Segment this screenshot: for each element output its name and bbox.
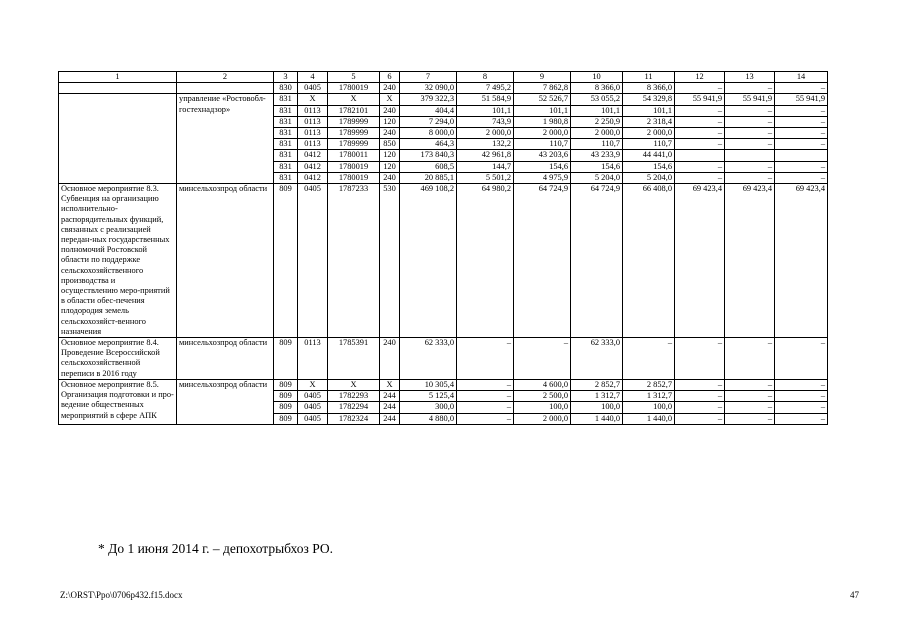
table-cell: [725, 150, 775, 161]
table-cell: –: [725, 116, 775, 127]
table-cell: 1780019: [328, 161, 380, 172]
table-cell: 2 250,9: [571, 116, 623, 127]
table-cell: 110,7: [623, 139, 675, 150]
table-cell: 64 724,9: [514, 184, 571, 338]
table-cell: 54 329,8: [623, 94, 675, 105]
table-cell: –: [457, 338, 514, 380]
table-cell: 2 000,0: [571, 128, 623, 139]
table-cell: Х: [328, 94, 380, 105]
table-cell: 5 204,0: [571, 172, 623, 183]
table-cell: 0412: [298, 150, 328, 161]
table-cell: 62 333,0: [400, 338, 457, 380]
executor-cell: управление «Ростовобл-гостехнадзор»: [177, 94, 274, 184]
table-cell: –: [725, 105, 775, 116]
table-cell: –: [775, 161, 828, 172]
table-cell: 43 233,9: [571, 150, 623, 161]
table-cell: 69 423,4: [675, 184, 725, 338]
table-cell: 154,6: [514, 161, 571, 172]
table-cell: –: [775, 338, 828, 380]
table-cell: 2 852,7: [571, 379, 623, 390]
table-cell: 20 885,1: [400, 172, 457, 183]
executor-cell: [177, 83, 274, 94]
table-cell: 120: [380, 161, 400, 172]
table-cell: 51 584,9: [457, 94, 514, 105]
table-cell: 831: [274, 161, 298, 172]
table-cell: 55 941,9: [775, 94, 828, 105]
table-cell: –: [675, 413, 725, 424]
table-cell: 0412: [298, 161, 328, 172]
table-cell: 2 000,0: [514, 128, 571, 139]
table-cell: 300,0: [400, 402, 457, 413]
column-header: 4: [298, 72, 328, 83]
table-cell: 69 423,4: [725, 184, 775, 338]
table-cell: 0113: [298, 105, 328, 116]
table-cell: 850: [380, 139, 400, 150]
table-cell: –: [775, 116, 828, 127]
table-cell: –: [775, 379, 828, 390]
table-cell: 1789999: [328, 128, 380, 139]
table-cell: [775, 150, 828, 161]
column-header: 3: [274, 72, 298, 83]
table-cell: –: [725, 379, 775, 390]
table-cell: 5 501,2: [457, 172, 514, 183]
header-row: [59, 72, 828, 83]
table-cell: –: [775, 402, 828, 413]
table-cell: 5 125,4: [400, 391, 457, 402]
table-cell: 831: [274, 105, 298, 116]
column-header: 6: [380, 72, 400, 83]
column-header: 10: [571, 72, 623, 83]
table-row: [59, 94, 828, 105]
table-cell: 244: [380, 413, 400, 424]
table-cell: 5 204,0: [623, 172, 675, 183]
table-cell: 240: [380, 105, 400, 116]
table-cell: 2 318,4: [623, 116, 675, 127]
table-cell: 8 366,0: [571, 83, 623, 94]
table-cell: 379 322,3: [400, 94, 457, 105]
table-cell: –: [725, 128, 775, 139]
table-cell: 240: [380, 83, 400, 94]
table-cell: 809: [274, 379, 298, 390]
table-cell: 4 975,9: [514, 172, 571, 183]
table-cell: 120: [380, 116, 400, 127]
table-cell: 1782293: [328, 391, 380, 402]
table-cell: 0405: [298, 413, 328, 424]
table-cell: 0113: [298, 128, 328, 139]
table-cell: 1 440,0: [623, 413, 675, 424]
table-cell: 44 441,0: [623, 150, 675, 161]
table-cell: 0412: [298, 172, 328, 183]
footnote: * До 1 июня 2014 г. – депохотрыбхоз РО.: [98, 541, 334, 556]
table-cell: 173 840,3: [400, 150, 457, 161]
table-cell: 10 305,4: [400, 379, 457, 390]
table-cell: –: [675, 128, 725, 139]
page-number: 47: [850, 590, 859, 600]
table-cell: –: [675, 116, 725, 127]
table-cell: –: [457, 413, 514, 424]
table-cell: 464,3: [400, 139, 457, 150]
table-cell: –: [725, 139, 775, 150]
table-cell: 0405: [298, 83, 328, 94]
table-cell: Х: [298, 379, 328, 390]
table-cell: –: [675, 161, 725, 172]
table-cell: 244: [380, 391, 400, 402]
column-header: 5: [328, 72, 380, 83]
table-cell: –: [725, 172, 775, 183]
table-cell: 240: [380, 172, 400, 183]
table-cell: –: [675, 379, 725, 390]
table-cell: 53 055,2: [571, 94, 623, 105]
table-cell: 1 312,7: [623, 391, 675, 402]
table-cell: 69 423,4: [775, 184, 828, 338]
table-row: [59, 338, 828, 380]
table-cell: 2 000,0: [457, 128, 514, 139]
executor-cell: минсельхозпрод области: [177, 184, 274, 338]
table-cell: 7 294,0: [400, 116, 457, 127]
table-cell: –: [457, 391, 514, 402]
table-cell: 1782101: [328, 105, 380, 116]
document-path: Z:\ORST\Ppo\0706p432.f15.docx: [60, 590, 183, 600]
table-row: [59, 379, 828, 390]
table-cell: 831: [274, 128, 298, 139]
table-cell: –: [675, 105, 725, 116]
table-cell: 0405: [298, 402, 328, 413]
column-header: 7: [400, 72, 457, 83]
table-cell: 743,9: [457, 116, 514, 127]
table-cell: Х: [298, 94, 328, 105]
measure-name-cell: [59, 94, 177, 184]
table-cell: –: [675, 338, 725, 380]
table-cell: 7 495,2: [457, 83, 514, 94]
column-header: 11: [623, 72, 675, 83]
table-cell: 0405: [298, 391, 328, 402]
table-cell: –: [775, 172, 828, 183]
table-cell: 831: [274, 94, 298, 105]
table-cell: 7 862,8: [514, 83, 571, 94]
column-header: 8: [457, 72, 514, 83]
table-cell: 100,0: [571, 402, 623, 413]
table-cell: 0405: [298, 184, 328, 338]
table-cell: –: [775, 105, 828, 116]
table-cell: 0113: [298, 116, 328, 127]
table-cell: 132,2: [457, 139, 514, 150]
table-cell: 1 980,8: [514, 116, 571, 127]
table-cell: –: [725, 402, 775, 413]
column-header: 9: [514, 72, 571, 83]
table-cell: 2 000,0: [623, 128, 675, 139]
column-header: 13: [725, 72, 775, 83]
table-cell: 4 880,0: [400, 413, 457, 424]
executor-cell: минсельхозпрод области: [177, 338, 274, 380]
table-cell: 64 980,2: [457, 184, 514, 338]
table-cell: –: [725, 391, 775, 402]
table-cell: –: [675, 172, 725, 183]
table-cell: 809: [274, 402, 298, 413]
measure-name-cell: Основное мероприятие 8.4. Проведение Всероссийской сельскохозяйственной переписи в 2016 году: [59, 338, 177, 380]
table-cell: 830: [274, 83, 298, 94]
table-cell: –: [457, 379, 514, 390]
table-cell: Х: [380, 379, 400, 390]
table-cell: 2 000,0: [514, 413, 571, 424]
table-cell: 1 440,0: [571, 413, 623, 424]
table-cell: 100,0: [623, 402, 675, 413]
table-cell: –: [775, 83, 828, 94]
column-header: 1: [59, 72, 177, 83]
executor-cell: минсельхозпрод области: [177, 379, 274, 424]
table-cell: –: [725, 83, 775, 94]
table-cell: –: [675, 391, 725, 402]
table-row: [59, 184, 828, 338]
table-cell: –: [725, 338, 775, 380]
table-cell: –: [457, 402, 514, 413]
measure-name-cell: Основное мероприятие 8.5. Организация подготовки и про-ведение общественных мероприятий в сфере АПК: [59, 379, 177, 424]
budget-table: [58, 71, 828, 425]
table-cell: 62 333,0: [571, 338, 623, 380]
measure-name-cell: [59, 83, 177, 94]
table-cell: 110,7: [514, 139, 571, 150]
table-cell: 66 408,0: [623, 184, 675, 338]
table-cell: –: [675, 402, 725, 413]
table-cell: 55 941,9: [675, 94, 725, 105]
table-cell: 1780019: [328, 172, 380, 183]
table-cell: 2 500,0: [514, 391, 571, 402]
column-header: 12: [675, 72, 725, 83]
table-cell: –: [775, 139, 828, 150]
table-cell: [675, 150, 725, 161]
table-cell: 530: [380, 184, 400, 338]
table-cell: 100,0: [514, 402, 571, 413]
table-cell: 469 108,2: [400, 184, 457, 338]
table-cell: 55 941,9: [725, 94, 775, 105]
table-cell: 1785391: [328, 338, 380, 380]
table-cell: 831: [274, 172, 298, 183]
table-cell: 1787233: [328, 184, 380, 338]
table-cell: 110,7: [571, 139, 623, 150]
table-cell: 1 312,7: [571, 391, 623, 402]
table-cell: 240: [380, 128, 400, 139]
table-cell: –: [623, 338, 675, 380]
table-cell: –: [775, 128, 828, 139]
table-cell: –: [675, 83, 725, 94]
table-cell: 1789999: [328, 139, 380, 150]
table-cell: 52 526,7: [514, 94, 571, 105]
table-cell: 101,1: [571, 105, 623, 116]
table-cell: –: [775, 413, 828, 424]
table-cell: 1780011: [328, 150, 380, 161]
table-cell: 809: [274, 413, 298, 424]
table-cell: 42 961,8: [457, 150, 514, 161]
table-cell: 809: [274, 391, 298, 402]
table-cell: 144,7: [457, 161, 514, 172]
table-cell: 1789999: [328, 116, 380, 127]
column-header: 2: [177, 72, 274, 83]
table-cell: 831: [274, 116, 298, 127]
table-cell: 404,4: [400, 105, 457, 116]
table-cell: 120: [380, 150, 400, 161]
table-cell: –: [725, 413, 775, 424]
table-cell: –: [675, 139, 725, 150]
table-cell: 101,1: [514, 105, 571, 116]
table-cell: Х: [328, 379, 380, 390]
table-cell: 1782294: [328, 402, 380, 413]
table-cell: 8 000,0: [400, 128, 457, 139]
table-cell: 0113: [298, 139, 328, 150]
table-cell: 101,1: [623, 105, 675, 116]
table-cell: 154,6: [623, 161, 675, 172]
table-cell: 240: [380, 338, 400, 380]
measure-name-cell: Основное мероприятие 8.3. Субвенция на организацию исполнительно-распорядительных функций, связанных с реализацией передан-ных государственных полномочий Ростовской области по поддержке сельскохозяйственного производства и осуществлению меро-приятий в области обес-печения плодородия земель сельскохозяйст-венного назначения: [59, 184, 177, 338]
table-cell: –: [725, 161, 775, 172]
table-cell: –: [514, 338, 571, 380]
table-cell: 8 366,0: [623, 83, 675, 94]
table-cell: 64 724,9: [571, 184, 623, 338]
table-cell: 101,1: [457, 105, 514, 116]
table-cell: 43 203,6: [514, 150, 571, 161]
table-cell: 831: [274, 150, 298, 161]
table-cell: 0113: [298, 338, 328, 380]
table-cell: 1780019: [328, 83, 380, 94]
table-cell: 244: [380, 402, 400, 413]
table-cell: 809: [274, 184, 298, 338]
table-cell: –: [775, 391, 828, 402]
table-cell: 1782324: [328, 413, 380, 424]
table-row: [59, 83, 828, 94]
table-cell: 809: [274, 338, 298, 380]
column-header: 14: [775, 72, 828, 83]
table-cell: 831: [274, 139, 298, 150]
table-cell: 4 600,0: [514, 379, 571, 390]
table-cell: 2 852,7: [623, 379, 675, 390]
table-cell: 32 090,0: [400, 83, 457, 94]
table-cell: 154,6: [571, 161, 623, 172]
table-cell: 608,5: [400, 161, 457, 172]
table-cell: Х: [380, 94, 400, 105]
